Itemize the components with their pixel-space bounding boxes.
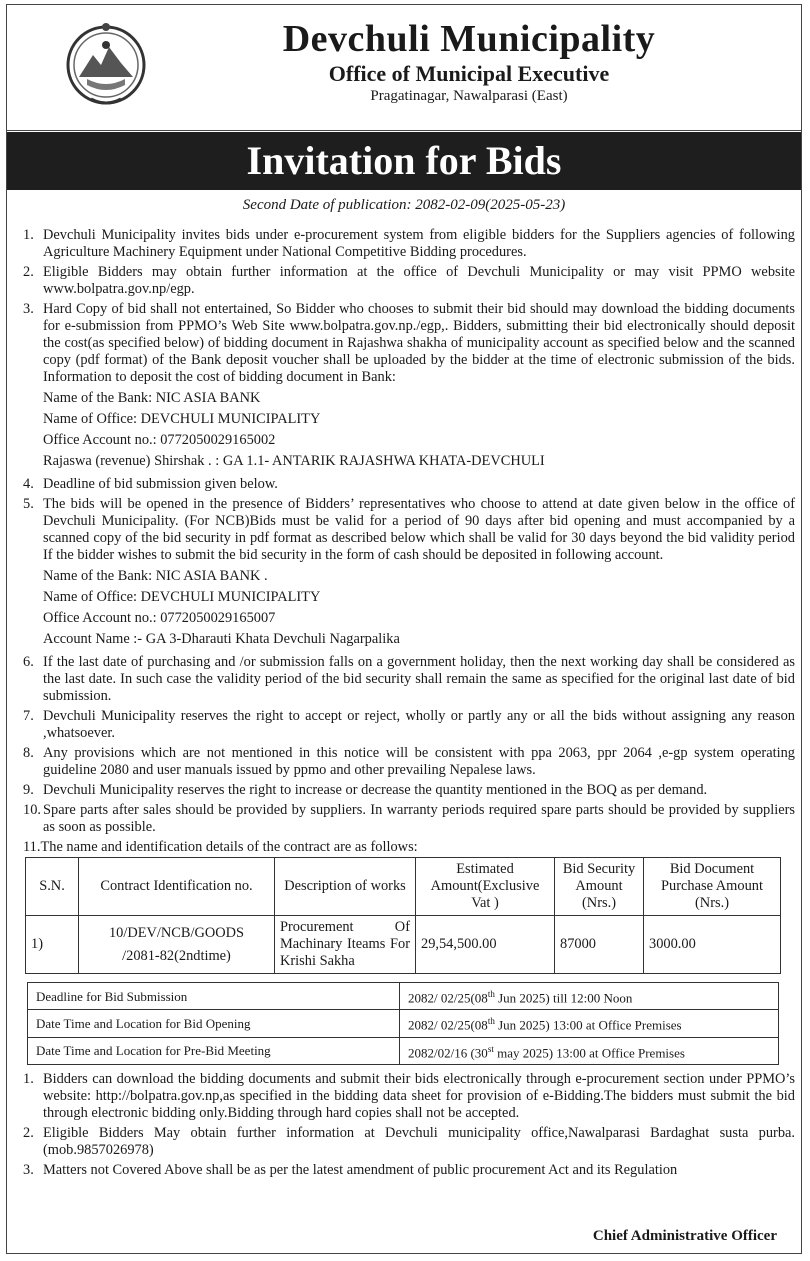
list-item [23,1125,795,1159]
table-row [26,916,781,974]
list-item [23,745,795,779]
item-number: 9. [23,782,34,798]
contract-table [25,857,781,974]
item-text: Devchuli Municipality reserves the right to accept or reject, wholly or partly any or all the bids without assigning any reason ,whatsoever. [43,708,795,741]
cell-bid-security: 87000 [555,916,644,974]
list-item [23,227,795,261]
item-text: Devchuli Municipality invites bids under e-procurement system from eligible bidders for the Suppliers agencies of following Agriculture Machinery Equipment under National Competitive Bidding procedures. [43,227,795,260]
office-account: Office Account no.: 0772050029165002 [43,432,276,448]
rajaswa-shirshak: Rajaswa (revenue) Shirshak . : GA 1.1- ANTARIK RAJASHWA KHATA-DEVCHULI [43,453,545,469]
header [7,5,801,131]
item-number: 7. [23,708,34,724]
item-number: 4. [23,476,34,492]
date-value: 2082/ 02/25(08th Jun 2025) till 12:00 Noon [400,983,779,1010]
office-name: Office of Municipal Executive [328,61,610,86]
item-text: The bids will be opened in the presence of Bidders’ representatives who choose to attend at date given below in the office of Devchuli Municipality. (For NCB)Bids must be valid for a period of 90 days after bid opening and must accompanied by a scanned copy of the bid security in pdf format as described below which shall be valid for 30 days beyond the bid validity period If the bidder wishes to submit the bid security in the form of cash should be deposited in following account. [43,496,795,563]
bank-details-document-cost [23,390,795,470]
notice-body [23,227,795,1182]
item-11-text: 11.The name and identification details of the contract are as follows: [23,839,418,855]
date-value: 2082/02/16 (30st may 2025) 13:00 at Office Premises [400,1037,779,1064]
date-label: Deadline for Bid Submission [28,983,400,1010]
bank-name: Name of the Bank: NIC ASIA BANK [43,390,261,406]
notice-page [6,4,802,1254]
table-row [28,1037,779,1064]
item-number: 3. [23,1161,34,1178]
list-item [23,654,795,705]
office-address: Pragatinagar, Nawalparasi (East) [370,88,568,104]
list-item [23,782,795,799]
signatory: Chief Administrative Officer [592,1228,777,1244]
date-value: 2082/ 02/25(08th Jun 2025) 13:00 at Office Premises [400,1010,779,1037]
item-number: 3. [23,301,34,317]
account-name: Account Name :- GA 3-Dharauti Khata Devchuli Nagarpalika [43,631,400,647]
item-text: Hard Copy of bid shall not entertained, So Bidder who chooses to submit their bid should may download the bidding documents for e-submission from PPMO’s Web Site www.bolpatra.gov.np./egp,. Bidders, submitting their bid electronically should deposit the cost(as specified below) of bidding document in Rajashwa shakha of municipality account as specified below and the scanned copy (pdf format) of the Bank deposit voucher shall be uploaded by the bidder at the time of electronic submission of the bids. Information to deposit the cost of bidding document in Bank: [43,301,795,385]
list-item [23,1162,795,1179]
item-text: Deadline of bid submission given below. [43,476,278,492]
col-header-contract-id: Contract Identification no. [79,858,275,916]
col-header-sn: S.N. [26,858,79,916]
item-text: Devchuli Municipality reserves the right to increase or decrease the quantity mentioned in the BOQ as per demand. [43,782,708,798]
item-number: 8. [23,745,34,761]
item-number: 2. [23,264,34,280]
banner-title: Invitation for Bids [7,132,801,190]
item-text: Eligible Bidders may obtain further information at the office of Devchuli Municipality or may visit PPMO website www.bolpatra.gov.np/egp. [43,264,795,297]
list-item [23,708,795,742]
cell-estimated-amount: 29,54,500.00 [416,916,555,974]
col-header-document-amount: Bid Document Purchase Amount (Nrs.) [644,858,781,916]
contract-id-line1: 10/DEV/NCB/GOODS [108,924,245,941]
bank-name: Name of the Bank: NIC ASIA BANK . [43,568,268,584]
item-number: 5. [23,496,34,512]
list-item [23,264,795,298]
col-header-estimated-amount: Estimated Amount(Exclusive Vat ) [416,858,555,916]
list-item [23,301,795,386]
item-text: Eligible Bidders May obtain further information at Devchuli municipality office,Nawalparasi Bardaghat susta purba.(mob.9857026978) [43,1124,795,1158]
list-item [23,1071,795,1122]
item-number: 6. [23,654,34,670]
office-name-line: Name of Office: DEVCHULI MUNICIPALITY [43,589,321,605]
cell-sn: 1) [26,916,79,974]
date-label: Date Time and Location for Bid Opening [28,1010,400,1037]
list-item [23,476,795,493]
item-number: 2. [23,1124,34,1141]
item-text: Any provisions which are not mentioned in this notice will be consistent with ppa 2063, ppr 2064 ,e-gp system operating guideline 2080 and user manuals issued by ppmo and other prevailing Nepalese laws. [43,745,795,778]
municipality-name: Devchuli Municipality [282,18,656,60]
item-number: 1. [23,1070,34,1087]
dates-table [27,982,779,1065]
contract-id-line2: /2081-82(2ndtime) [122,947,231,964]
cell-description: Procurement Of Machinary Iteams For Krishi Sakha [275,916,416,974]
office-name-line: Name of Office: DEVCHULI MUNICIPALITY [43,411,321,427]
table-row [28,1010,779,1037]
item-number: 1. [23,227,34,243]
item-text: Spare parts after sales should be provided by suppliers. In warranty periods required spare parts should be provided by suppliers as soon as possible. [43,802,795,835]
item-number: 10. [23,802,41,818]
item-text: Bidders can download the bidding documents and submit their bids electronically through e-procurement section under PPMO’s website: http://bolpatra.gov.np,as specified in the bidding data sheet for provision of e-Bidding.The bidders must submit the bid through electronic bidding only.Bidding through hard copies shall not be accepted. [43,1070,795,1121]
list-item [23,496,795,564]
date-label: Date Time and Location for Pre-Bid Meeting [28,1037,400,1064]
col-header-description: Description of works [275,858,416,916]
publication-date: Second Date of publication: 2082-02-09(2025-05-23) [242,197,566,213]
cell-contract-id [79,916,275,974]
item-text: Matters not Covered Above shall be as per the latest amendment of public procurement Act and its Regulation [43,1161,678,1178]
col-header-bid-security: Bid Security Amount (Nrs.) [555,858,644,916]
table-row [28,983,779,1010]
table-header-row [26,858,781,916]
cell-document-amount: 3000.00 [644,916,781,974]
list-item [23,802,795,836]
item-text: If the last date of purchasing and /or submission falls on a government holiday, then the next working day shall be considered as the last date. In such case the validity period of the bid security shall remain the same as specified for the original last date of bid submission. [43,654,795,704]
nepal-emblem-icon [65,19,147,111]
office-account: Office Account no.: 0772050029165007 [43,610,276,626]
bank-details-bid-security [23,568,795,648]
